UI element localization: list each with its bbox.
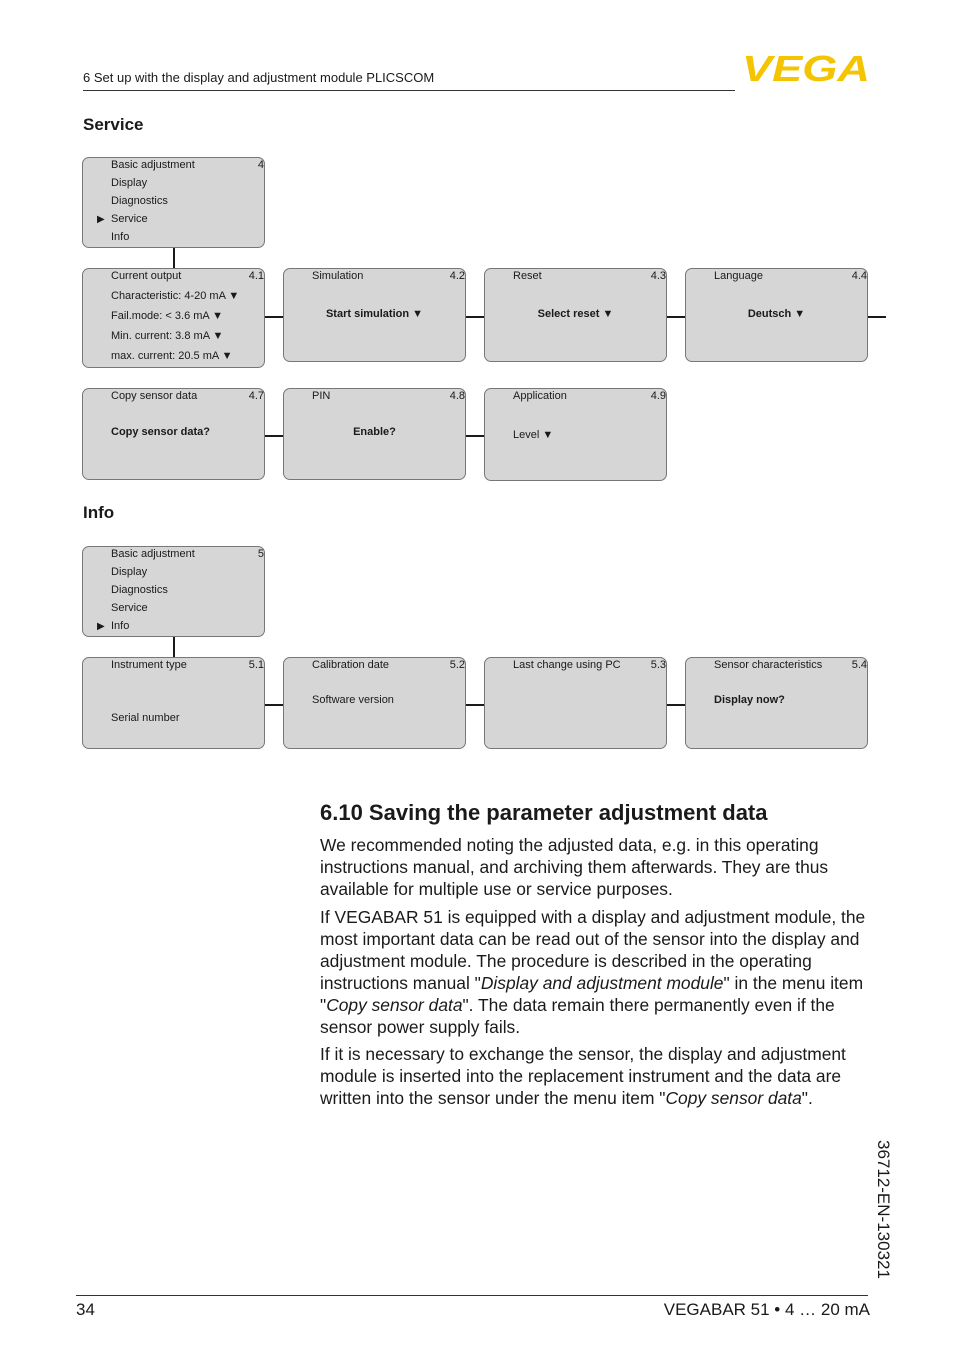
box-number: 4.7 xyxy=(248,390,264,402)
menu-item-info[interactable]: Info xyxy=(111,231,130,243)
characteristic-line: Characteristic: 4-20 mA ▼ xyxy=(111,290,240,302)
p2-text-a: If VEGABAR 51 is equipped with a display and adjustment module, the most important data can be read out of the sensor into the display and adjustment module. The procedure is described in the operating instructions manual " xyxy=(320,907,866,993)
box-title: Copy sensor data xyxy=(111,390,198,402)
menu-item-display[interactable]: Display xyxy=(111,566,148,578)
menu-box-sensor-characteristics[interactable] xyxy=(685,657,868,749)
selected-arrow-icon: ▶ xyxy=(97,621,105,632)
box-value: Serial number xyxy=(111,712,180,724)
connector xyxy=(265,704,284,706)
box-number: 5.1 xyxy=(248,659,264,671)
max-current-line: max. current: 20.5 mA ▼ xyxy=(111,350,233,362)
menu-box-instrument-type[interactable] xyxy=(82,657,265,749)
menu-box-current-output[interactable] xyxy=(82,268,265,368)
connector xyxy=(466,316,485,318)
p3-text-b: ". xyxy=(801,1088,813,1108)
box-value: Start simulation ▼ xyxy=(325,308,424,320)
min-current-line: Min. current: 3.8 mA ▼ xyxy=(111,330,224,342)
p3-italic: Copy sensor data xyxy=(665,1088,802,1108)
p2-text-b: " in the menu item " xyxy=(320,973,864,1015)
menu-item-diagnostics[interactable]: Diagnostics xyxy=(111,195,168,207)
menu-item-service[interactable]: Service xyxy=(111,213,148,225)
box-number: 5.4 xyxy=(851,659,867,671)
header-rule xyxy=(83,90,735,91)
footer-product: VEGABAR 51 • 4 … 20 mA xyxy=(663,1300,870,1319)
menu-box-calibration-date[interactable] xyxy=(283,657,466,749)
box-title: Reset xyxy=(513,270,542,282)
connector xyxy=(173,248,175,269)
info-main-menu xyxy=(82,546,265,637)
box-number: 5.3 xyxy=(650,659,666,671)
menu-item-display[interactable]: Display xyxy=(111,177,148,189)
menu-box-last-change[interactable] xyxy=(484,657,667,749)
menu-item-basic-adjustment[interactable]: Basic adjustment xyxy=(111,548,195,560)
connector xyxy=(265,316,284,318)
vega-logo xyxy=(742,52,872,89)
p2-italic-2: Copy sensor data xyxy=(326,995,463,1015)
document-code: 36712-EN-130321 xyxy=(874,1140,893,1279)
box-number: 4.1 xyxy=(248,270,264,282)
box-value: Level ▼ xyxy=(513,429,554,441)
menu-item-info[interactable]: Info xyxy=(111,620,130,632)
box-value: Select reset ▼ xyxy=(537,308,614,320)
p2-text-c: ". The data remain there permanently even if the sensor power supply fails. xyxy=(320,995,835,1037)
p3-text-a: If it is necessary to exchange the sensor, the display and adjustment module is inserted into the replacement instrument and the data are written into the sensor under the menu item " xyxy=(320,1044,846,1108)
box-number: 4.9 xyxy=(650,390,666,402)
section-title: 6.10 Saving the parameter adjustment data xyxy=(320,800,768,825)
box-value: Display now? xyxy=(714,694,785,706)
box-title: PIN xyxy=(312,390,331,402)
page-number: 34 xyxy=(76,1300,95,1319)
menu-item-basic-adjustment[interactable]: Basic adjustment xyxy=(111,159,195,171)
paragraph-1-text: We recommended noting the adjusted data, e.g. in this operating instructions manual, and archiving them afterwards. They are thus available for multiple use or service purposes. xyxy=(320,835,829,899)
running-header: 6 Set up with the display and adjustment module PLICSCOM xyxy=(83,70,435,85)
menu-box-application[interactable] xyxy=(484,388,667,481)
box-title: Simulation xyxy=(312,270,364,282)
box-title: Language xyxy=(714,270,763,282)
box-number: 4.4 xyxy=(851,270,867,282)
service-heading: Service xyxy=(83,115,144,134)
menu-box-reset[interactable] xyxy=(484,268,667,362)
paragraph-1 xyxy=(320,834,880,900)
box-value: Enable? xyxy=(353,426,396,438)
connector xyxy=(466,704,485,706)
menu-number: 4 xyxy=(257,159,264,171)
svg-text:VEGA: VEGA xyxy=(742,52,870,84)
box-value: Copy sensor data? xyxy=(111,426,211,438)
connector xyxy=(667,704,686,706)
box-value: Deutsch ▼ xyxy=(747,308,806,320)
selected-arrow-icon: ▶ xyxy=(97,214,105,225)
paragraph-3 xyxy=(320,1043,880,1109)
connector xyxy=(466,435,485,437)
box-title: Calibration date xyxy=(312,659,390,671)
connector xyxy=(667,316,686,318)
menu-item-diagnostics[interactable]: Diagnostics xyxy=(111,584,168,596)
connector xyxy=(173,637,175,658)
box-title: Instrument type xyxy=(111,659,187,671)
box-value: Software version xyxy=(312,694,394,706)
menu-box-language[interactable] xyxy=(685,268,868,362)
info-heading: Info xyxy=(83,503,115,522)
p2-italic-1: Display and adjustment module xyxy=(480,973,724,993)
box-title: Current output xyxy=(111,270,182,282)
box-title: Application xyxy=(513,390,567,402)
box-title: Last change using PC xyxy=(513,659,621,671)
menu-box-copy-sensor-data[interactable] xyxy=(82,388,265,480)
box-number: 4.3 xyxy=(650,270,666,282)
menu-box-pin[interactable] xyxy=(283,388,466,480)
box-number: 4.8 xyxy=(449,390,465,402)
menu-number: 5 xyxy=(257,548,264,560)
box-number: 5.2 xyxy=(449,659,465,671)
box-number: 4.2 xyxy=(449,270,465,282)
service-main-menu xyxy=(82,157,265,248)
box-title: Sensor characteristics xyxy=(714,659,823,671)
footer-rule xyxy=(76,1295,868,1296)
fail-mode-line: Fail.mode: < 3.6 mA ▼ xyxy=(111,310,224,322)
connector xyxy=(265,435,284,437)
menu-item-service[interactable]: Service xyxy=(111,602,148,614)
menu-box-simulation[interactable] xyxy=(283,268,466,362)
paragraph-2 xyxy=(320,906,880,1038)
connector xyxy=(868,316,886,318)
